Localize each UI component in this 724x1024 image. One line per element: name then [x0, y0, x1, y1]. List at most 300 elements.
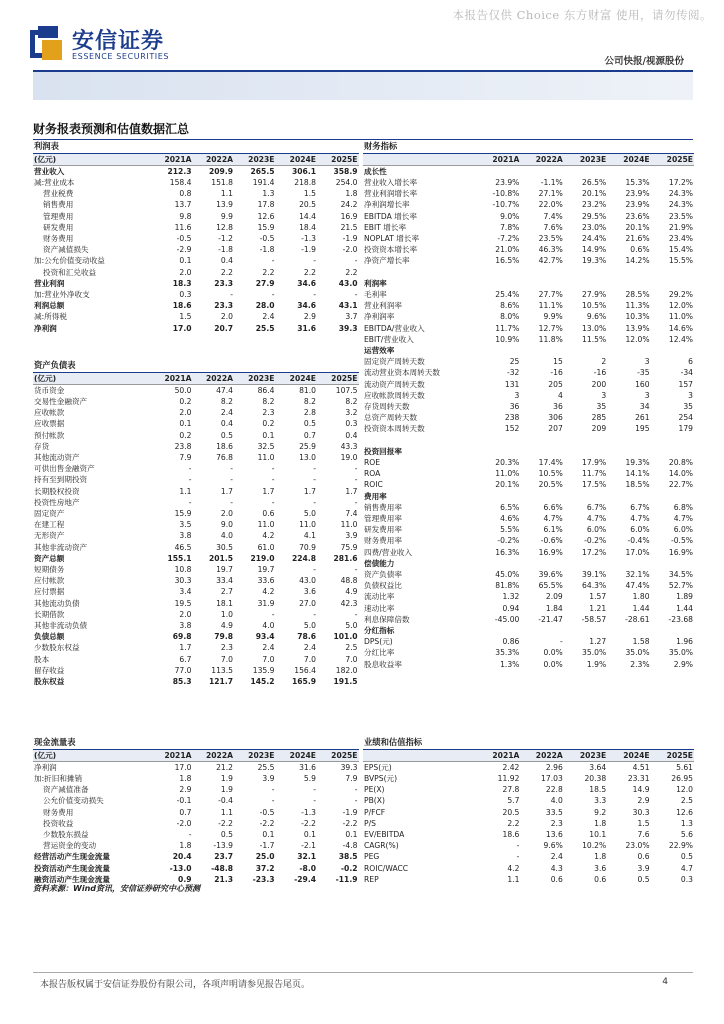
- table-cell: 3: [688, 390, 693, 400]
- table-cell: 21.9%: [668, 222, 693, 232]
- table-cell: 2.3: [220, 643, 233, 653]
- table-cell: 22.8: [545, 785, 563, 795]
- table-cell: 10.5%: [538, 469, 563, 479]
- table-cell: -7.2%: [497, 233, 520, 243]
- table-cell: 48.8: [340, 576, 358, 586]
- table-cell: 18.4: [299, 222, 316, 232]
- table-cell: [520, 278, 563, 289]
- table-cell: 0.5: [220, 829, 233, 839]
- table-row: [33, 807, 359, 818]
- table-row: [33, 441, 359, 452]
- table-cell: 50.0: [174, 385, 192, 395]
- table-cell: 2.2: [303, 267, 316, 277]
- row-label: 费用率: [364, 491, 387, 501]
- row-label: 可供出售金融资产: [34, 464, 95, 474]
- table-cell: [607, 278, 650, 289]
- table-cell: 18.1: [216, 598, 233, 608]
- row-label: ROE: [364, 457, 381, 467]
- table-cell: 11.0: [340, 520, 358, 530]
- table-cell: [520, 491, 563, 502]
- table-row: [363, 367, 694, 378]
- table-cell: 2.9%: [673, 659, 693, 669]
- table-cell: 2024E: [607, 153, 650, 165]
- table-cell: 4.2: [262, 531, 275, 541]
- row-label: 公允价值变动损失: [43, 796, 104, 806]
- table-row: [363, 580, 694, 591]
- table-cell: 2.2: [507, 818, 520, 828]
- table-cell: 15: [553, 357, 563, 367]
- table-row: [33, 829, 359, 840]
- table-cell: 0.5: [680, 852, 693, 862]
- row-label: 长期借款: [34, 609, 65, 619]
- table-cell: [564, 435, 607, 446]
- table-cell: 200: [591, 379, 607, 389]
- table-cell: [477, 165, 520, 177]
- table-cell: 10.3%: [625, 312, 650, 322]
- row-label: 预付帐款: [34, 430, 65, 440]
- table-cell: 43.3: [340, 441, 358, 451]
- table-cell: [564, 278, 607, 289]
- table-cell: 0.94: [502, 603, 520, 613]
- table-cell: 34.6: [297, 278, 316, 288]
- row-label: 加:公允价值变动收益: [34, 256, 105, 266]
- row-label: 减:所得税: [34, 312, 67, 322]
- table-cell: 224.8: [291, 553, 316, 563]
- table-cell: 16.3%: [495, 547, 520, 557]
- table-row: [33, 188, 359, 199]
- table-cell: 21.0%: [495, 245, 520, 255]
- table-cell: 2.96: [545, 762, 563, 772]
- table-cell: -: [271, 609, 275, 619]
- row-label: 存货周转天数: [364, 401, 410, 411]
- table-cell: 23.8: [174, 441, 192, 451]
- table-cell: 13.0: [299, 452, 316, 462]
- table-cell: 4.7%: [630, 513, 650, 523]
- table-cell: [477, 446, 520, 457]
- table-row: [363, 323, 694, 334]
- table-cell: 3.4: [179, 587, 192, 597]
- table-cell: 31.6: [299, 762, 316, 772]
- table-cell: 23.9%: [495, 177, 520, 187]
- table-cell: 1.1: [507, 874, 520, 884]
- table-cell: -1.1%: [540, 177, 563, 187]
- table-row: [363, 647, 694, 658]
- table-cell: [477, 491, 520, 502]
- balance-sheet: [33, 360, 359, 687]
- table-cell: 43.1: [338, 301, 358, 311]
- table-cell: -: [354, 497, 358, 507]
- table-cell: -23.68: [668, 614, 693, 624]
- income-statement: [33, 141, 359, 334]
- table-cell: 7.0: [262, 654, 275, 664]
- row-label: (亿元): [33, 749, 151, 761]
- table-cell: 1.44: [676, 603, 693, 613]
- table-cell: 1.7: [262, 486, 275, 496]
- table-cell: [564, 345, 607, 356]
- table-cell: 17.4%: [538, 457, 563, 467]
- row-label: P/FCF: [364, 807, 386, 817]
- table-cell: -: [271, 796, 275, 806]
- table-cell: 9.0: [220, 520, 233, 530]
- table-cell: 8.2: [262, 396, 275, 406]
- table-cell: 32.1%: [625, 569, 650, 579]
- header-band: [33, 70, 693, 100]
- table-cell: 26.5%: [582, 177, 607, 187]
- table-cell: 29.5%: [582, 211, 607, 221]
- table-row: [33, 818, 359, 829]
- table-cell: 37.2: [255, 863, 275, 873]
- table-cell: 1.9: [220, 785, 233, 795]
- table-cell: 0.6: [550, 874, 563, 884]
- table-cell: 19.3%: [625, 457, 650, 467]
- table-cell: 93.4: [255, 632, 275, 642]
- row-label: P/S: [364, 818, 376, 828]
- data-table: [33, 141, 359, 334]
- row-label: 研发费用: [43, 222, 74, 232]
- table-cell: 0.1: [179, 256, 192, 266]
- table-cell: 11.8%: [538, 334, 563, 344]
- table-row: [33, 665, 359, 676]
- table-cell: 6.5%: [500, 502, 520, 512]
- table-row: [363, 379, 694, 390]
- table-cell: 0.9: [178, 874, 192, 884]
- table-cell: 2.0: [179, 408, 192, 418]
- table-cell: 22.9%: [668, 841, 693, 851]
- table-cell: 33.4: [216, 576, 233, 586]
- table-cell: -: [271, 785, 275, 795]
- table-cell: 20.4: [172, 852, 192, 862]
- table-cell: 69.8: [172, 632, 192, 642]
- table-cell: 2.3%: [630, 659, 650, 669]
- table-cell: 39.6%: [538, 569, 563, 579]
- table-cell: 1.3%: [500, 659, 520, 669]
- table-cell: 1.3: [262, 189, 275, 199]
- table-cell: 13.9%: [625, 323, 650, 333]
- table-row: [33, 497, 359, 508]
- table-cell: 25.9: [299, 441, 316, 451]
- table-cell: 3.5: [179, 520, 192, 530]
- table-cell: -2.2: [342, 818, 358, 828]
- table-cell: 18.6: [172, 301, 192, 311]
- table-row: [363, 356, 694, 367]
- table-row: [33, 267, 359, 278]
- section-title: 业绩和估值指标: [363, 737, 694, 749]
- row-label: 管理费用: [43, 211, 74, 221]
- table-cell: [607, 435, 650, 446]
- table-cell: 17.0: [172, 323, 192, 333]
- table-cell: -: [271, 497, 275, 507]
- row-label: EBIT 增长率: [364, 222, 407, 232]
- table-cell: [651, 446, 694, 457]
- table-cell: 1.21: [589, 603, 607, 613]
- table-cell: 30.3: [174, 576, 192, 586]
- row-label: NOPLAT 增长率: [364, 233, 420, 243]
- table-row: [33, 233, 359, 244]
- row-label: 固定资产: [34, 508, 65, 518]
- table-cell: 2.8: [303, 408, 316, 418]
- table-cell: 1.0: [220, 609, 233, 619]
- table-cell: 10.8: [174, 564, 192, 574]
- table-cell: 3: [601, 390, 607, 400]
- table-cell: 2.4: [220, 408, 233, 418]
- table-row: [33, 418, 359, 429]
- row-label: 营业利润率: [364, 301, 402, 311]
- table-cell: 35.0%: [625, 648, 650, 658]
- row-label: 四费/营业收入: [364, 547, 413, 557]
- table-cell: 23.5%: [538, 233, 563, 243]
- table-cell: 121.7: [208, 676, 233, 686]
- section-title: 财务指标: [363, 141, 694, 153]
- table-row: [33, 311, 359, 322]
- table-cell: 20.38: [584, 773, 607, 783]
- table-cell: -0.2: [340, 863, 358, 873]
- table-cell: 38.5: [338, 852, 358, 862]
- table-cell: 17.03: [541, 773, 563, 783]
- table-cell: 31.6: [297, 323, 316, 333]
- table-cell: 3.3: [594, 796, 607, 806]
- table-cell: 17.0%: [625, 547, 650, 557]
- table-cell: 81.8%: [495, 581, 520, 591]
- table-cell: 25.0: [255, 852, 275, 862]
- table-cell: 306.1: [291, 166, 316, 176]
- table-cell: 5.0: [345, 620, 358, 630]
- row-label: CAGR(%): [364, 841, 399, 851]
- row-label: (亿元): [33, 153, 151, 165]
- table-cell: 156.4: [294, 665, 316, 675]
- table-cell: 145.2: [250, 676, 275, 686]
- table-cell: 2.4: [262, 312, 275, 322]
- table-cell: 19.3%: [582, 256, 607, 266]
- table-row: [363, 289, 694, 300]
- table-cell: 4.2: [262, 587, 275, 597]
- section-title: 利润表: [33, 141, 359, 153]
- table-cell: -0.5%: [670, 536, 693, 546]
- row-label: 经营活动产生现金流量: [34, 852, 110, 862]
- table-cell: 157: [678, 379, 693, 389]
- table-cell: 0.6: [594, 874, 607, 884]
- table-cell: 85.3: [172, 676, 192, 686]
- table-cell: 1.5: [637, 818, 650, 828]
- table-row: [363, 818, 694, 829]
- table-cell: -23.3: [252, 874, 275, 884]
- table-cell: -0.5: [176, 233, 192, 243]
- table-cell: -0.1: [176, 796, 192, 806]
- table-row: [33, 177, 359, 188]
- row-label: 偿债能力: [364, 558, 395, 568]
- table-cell: 14.2%: [625, 256, 650, 266]
- row-label: 负债总额: [34, 632, 65, 642]
- table-cell: 1.8: [345, 189, 358, 199]
- row-label: 流动营业资本周转天数: [364, 368, 440, 378]
- table-cell: 35.0%: [582, 648, 607, 658]
- table-cell: 12.0%: [625, 334, 650, 344]
- row-label: PB(X): [364, 796, 385, 806]
- row-label: [363, 435, 477, 446]
- row-label: EBITDA 增长率: [364, 211, 417, 221]
- table-cell: 2.0: [179, 609, 192, 619]
- table-cell: -8.0: [299, 863, 316, 873]
- table-cell: 42.3: [340, 598, 358, 608]
- table-cell: -: [271, 289, 275, 299]
- page-number: 4: [662, 977, 668, 987]
- table-row: [363, 851, 694, 862]
- table-cell: -: [230, 497, 233, 507]
- table-row: [33, 396, 359, 407]
- table-cell: 3.6: [303, 587, 316, 597]
- row-label: 速动比率: [364, 603, 395, 613]
- row-label: 总资产周转天数: [364, 413, 418, 423]
- data-table: [33, 360, 359, 687]
- table-cell: 2024E: [276, 749, 318, 761]
- table-cell: -: [560, 637, 563, 647]
- table-cell: 47.4: [216, 385, 233, 395]
- table-cell: 24.3%: [668, 200, 693, 210]
- table-cell: 35: [596, 401, 607, 411]
- table-row: [33, 620, 359, 631]
- table-cell: 34: [639, 401, 650, 411]
- table-cell: -: [313, 464, 316, 474]
- table-row: [33, 244, 359, 255]
- row-label: 流动比率: [364, 592, 395, 602]
- table-cell: 2021A: [151, 749, 193, 761]
- row-label: 加:营业外净收支: [34, 289, 90, 299]
- table-cell: 1.96: [676, 637, 693, 647]
- table-cell: 9.9: [220, 211, 233, 221]
- table-cell: [477, 278, 520, 289]
- table-cell: 6.8%: [673, 502, 693, 512]
- table-cell: 9.6%: [586, 312, 607, 322]
- cash-flow-statement: [33, 737, 359, 885]
- row-label: 应付帐款: [34, 576, 65, 586]
- table-cell: 35.3%: [495, 648, 520, 658]
- table-cell: 14.0%: [668, 469, 693, 479]
- table-cell: 2021A: [151, 153, 193, 165]
- table-cell: 1.32: [502, 592, 520, 602]
- table-row: [363, 603, 694, 614]
- table-row: [33, 851, 359, 862]
- section-title: 资产负债表: [33, 360, 359, 372]
- table-cell: -: [516, 852, 520, 862]
- table-cell: [651, 165, 694, 177]
- table-cell: 4.1: [303, 531, 316, 541]
- table-cell: 18.6: [502, 829, 520, 839]
- table-cell: 25.5: [257, 762, 275, 772]
- table-row: [363, 614, 694, 625]
- table-cell: 7.0: [220, 654, 233, 664]
- table-cell: 2.9: [303, 312, 316, 322]
- table-cell: -1.2: [218, 233, 233, 243]
- table-cell: 9.6%: [543, 841, 563, 851]
- row-label: 固定资产周转天数: [364, 357, 425, 367]
- table-cell: 43.0: [338, 278, 358, 288]
- row-label: EV/EBITDA: [364, 829, 405, 839]
- table-cell: -: [188, 829, 192, 839]
- valuation-indicators: [363, 737, 694, 885]
- table-row: [363, 863, 694, 874]
- table-row: [363, 300, 694, 311]
- table-cell: 1.9: [220, 773, 233, 783]
- table-cell: 28.5%: [625, 289, 650, 299]
- table-cell: 2.4: [262, 643, 275, 653]
- table-row: [363, 412, 694, 423]
- table-cell: 4.0: [220, 531, 233, 541]
- table-row: [33, 773, 359, 784]
- table-header-row: [33, 372, 359, 384]
- table-cell: 1.89: [676, 592, 693, 602]
- table-cell: 306: [548, 413, 563, 423]
- table-row: [33, 575, 359, 586]
- row-label: 负债权益比: [364, 581, 402, 591]
- table-cell: 19.7: [216, 564, 233, 574]
- table-cell: 11.7%: [582, 469, 607, 479]
- table-cell: 2021A: [477, 749, 520, 761]
- table-row: [363, 502, 694, 513]
- table-cell: 1.80: [632, 592, 650, 602]
- table-row: [363, 165, 694, 177]
- data-table: [363, 737, 694, 885]
- table-row: [33, 598, 359, 609]
- table-cell: [607, 345, 650, 356]
- table-cell: -: [313, 256, 316, 266]
- table-cell: 30.3: [632, 807, 650, 817]
- table-cell: 11.3%: [625, 301, 650, 311]
- row-label: 分红比率: [364, 648, 395, 658]
- row-label: 销售费用率: [364, 502, 402, 512]
- table-cell: 1.8: [594, 818, 607, 828]
- row-label: 资产总额: [34, 553, 65, 563]
- table-row: [33, 323, 359, 334]
- table-row: [33, 474, 359, 485]
- brand-logo-icon: [30, 26, 64, 60]
- table-cell: -34: [680, 368, 693, 378]
- table-row: [33, 761, 359, 773]
- table-cell: 2.5: [345, 643, 358, 653]
- row-label: 营业收入: [34, 166, 65, 176]
- table-row: [33, 452, 359, 463]
- row-label: 营业收入增长率: [364, 177, 418, 187]
- table-cell: 23.0%: [625, 841, 650, 851]
- table-cell: 0.5: [303, 419, 316, 429]
- row-label: 利润总额: [34, 301, 65, 311]
- table-cell: 13.6: [545, 829, 563, 839]
- table-cell: 20.7: [214, 323, 233, 333]
- table-header-row: [363, 749, 694, 761]
- table-cell: -: [313, 609, 316, 619]
- row-label: 净利润增长率: [364, 200, 410, 210]
- table-cell: 1.1: [220, 189, 233, 199]
- table-cell: [477, 558, 520, 569]
- table-row: [363, 761, 694, 773]
- table-cell: 0.3: [179, 289, 192, 299]
- row-label: 投资收益: [43, 818, 74, 828]
- table-cell: [520, 625, 563, 636]
- table-cell: [651, 345, 694, 356]
- table-row: [33, 463, 359, 474]
- table-cell: -0.2%: [584, 536, 607, 546]
- table-cell: 191.4: [252, 177, 275, 187]
- table-cell: 39.3: [338, 323, 358, 333]
- table-row: [363, 401, 694, 412]
- table-cell: 2.2: [262, 267, 275, 277]
- table-row: [33, 300, 359, 311]
- table-cell: [607, 267, 650, 278]
- table-cell: 35: [683, 401, 693, 411]
- table-cell: 4.7%: [543, 513, 563, 523]
- table-cell: -1.3: [301, 807, 316, 817]
- table-cell: 1.7: [303, 486, 316, 496]
- table-cell: [477, 345, 520, 356]
- table-cell: -45.00: [494, 614, 520, 624]
